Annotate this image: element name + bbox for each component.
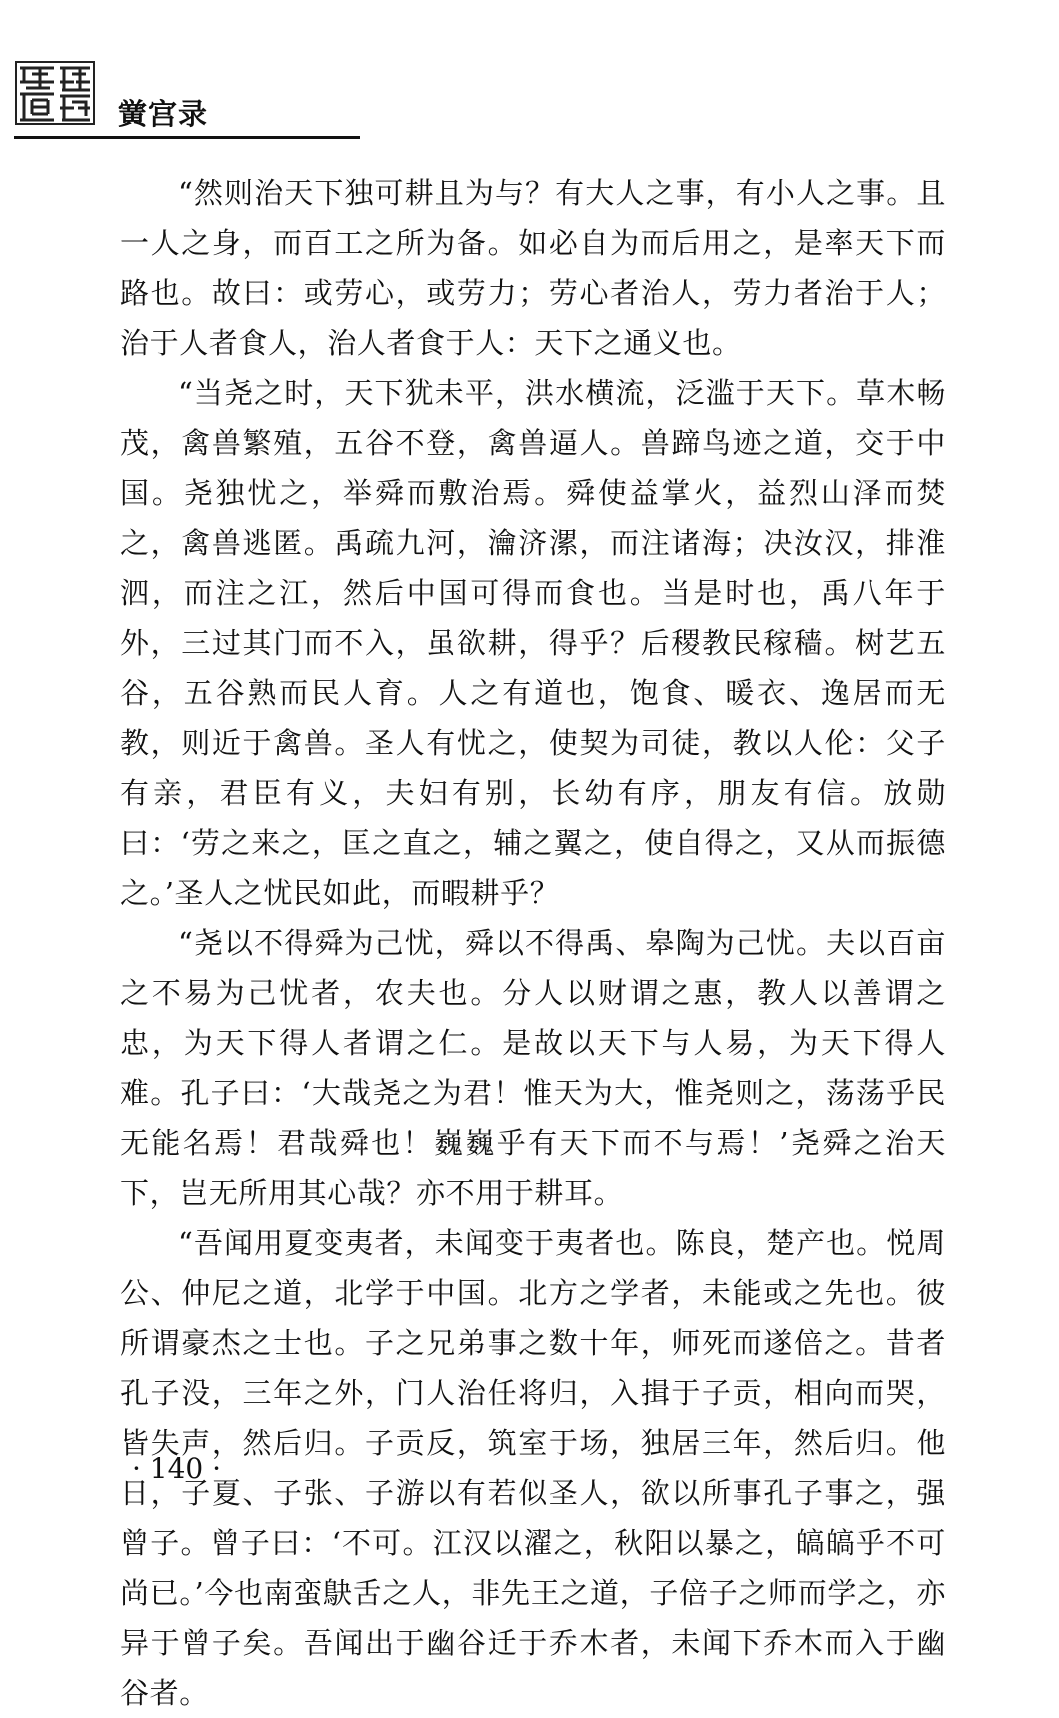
- paragraph: “尧以不得舜为己忧，舜以不得禹、皋陶为己忧。夫以百亩之不易为己忧者，农夫也。分人以财谓之惠，教人以善谓之忠，为天下得人者谓之仁。是故以天下与人易，为天下得人难。孔子曰：‘大哉尧之为君！惟天为大，惟尧则之，荡荡乎民无能名焉！君哉舜也！巍巍乎有天下而不与焉！’尧舜之治天下，岂无所用其心哉？亦不用于耕耳。: [120, 926, 946, 1210]
- main-text: [120, 168, 946, 1718]
- book-title: 黉宫录: [118, 97, 209, 131]
- paragraph: “当尧之时，天下犹未平，洪水横流，泛滥于天下。草木畅茂，禽兽繁殖，五谷不登，禽兽逼人。兽蹄鸟迹之道，交于中国。尧独忧之，举舜而敷治焉。舜使益掌火，益烈山泽而焚之，禽兽逃匿。禹疏九河，瀹济漯，而注诸海；决汝汉，排淮泗，而注之江，然后中国可得而食也。当是时也，禹八年于外，三过其门而不入，虽欲耕，得乎？后稷教民稼穑。树艺五谷，五谷熟而民人育。人之有道也，饱食、暖衣、逸居而无教，则近于禽兽。圣人有忧之，使契为司徒，教以人伦：父子有亲，君臣有义，夫妇有别，长幼有序，朋友有信。放勋曰：‘劳之来之，匡之直之，辅之翼之，使自得之，又从而振德之。’圣人之忧民如此，而暇耕乎？: [120, 376, 946, 910]
- page-number: · 140 ·: [132, 1452, 222, 1485]
- header-divider: [14, 136, 360, 139]
- page-header: [14, 60, 360, 152]
- paragraph: “然则治天下独可耕且为与？有大人之事，有小人之事。且一人之身，而百工之所为备。如必自为而后用之，是率天下而路也。故曰：或劳心，或劳力；劳心者治人，劳力者治于人；治于人者食人，治人者食于人：天下之通义也。: [120, 176, 946, 360]
- paragraph: “吾闻用夏变夷者，未闻变于夷者也。陈良，楚产也。悦周公、仲尼之道，北学于中国。北方之学者，未能或之先也。彼所谓豪杰之士也。子之兄弟事之数十年，师死而遂倍之。昔者孔子没，三年之外，门人治任将归，入揖于子贡，相向而哭，皆失声，然后归。子贡反，筑室于场，独居三年，然后归。他日，子夏、子张、子游以有若似圣人，欲以所事孔子事之，强曾子。曾子曰：‘不可。江汉以濯之，秋阳以暴之，皜皜乎不可尚已。’今也南蛮鴃舌之人，非先王之道，子倍子之师而学之，亦异于曾子矣。吾闻出于幽谷迁于乔木者，未闻下乔木而入于幽谷者。: [120, 1226, 946, 1710]
- seal-stamp-icon: [14, 60, 96, 126]
